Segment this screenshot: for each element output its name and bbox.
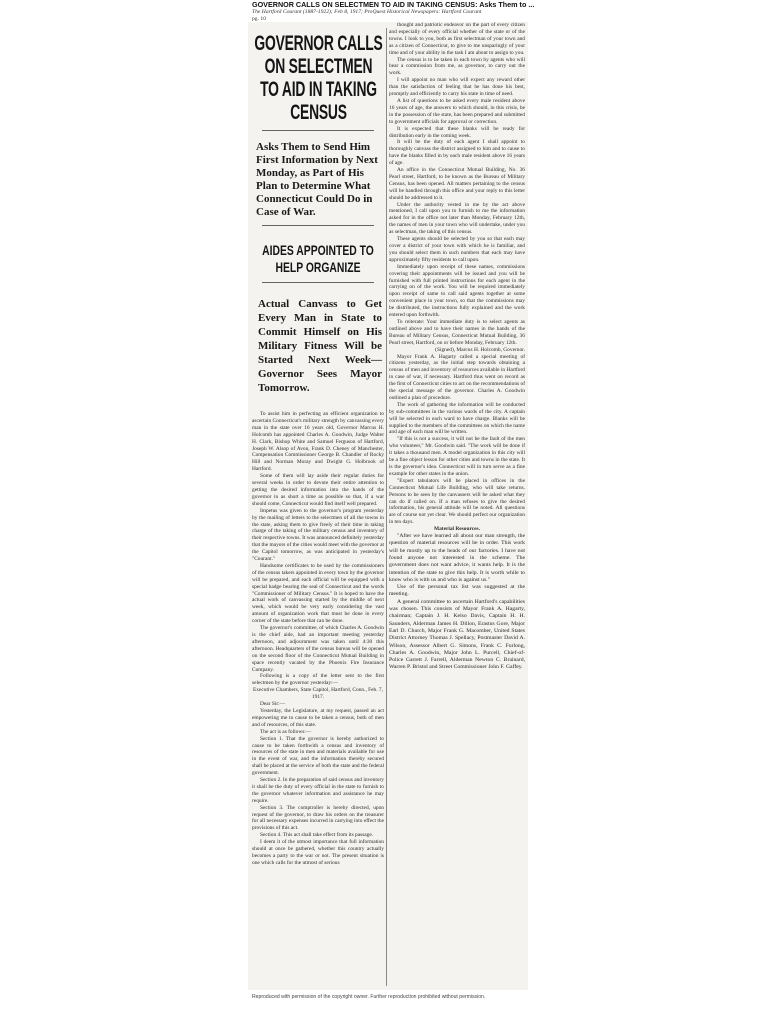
article-column-right <box>389 22 525 988</box>
article-deck: Asks Them to Send Him First Information by Next Monday, as Part of His Plan to Determine What Connecticut Could Do in Case of War. <box>256 141 378 218</box>
article-paragraph: I deem it of the utmost importance that full information should at once be gathered, whether this country actually becomes a party to the war or not. The present situation is one which calls for the utmost of serious <box>252 839 384 866</box>
article-paragraph: The act is as follows:— <box>260 728 312 735</box>
article-paragraph: The census is to be taken in each town by agents who will bear a commission from me, as governor, to carry out the work. <box>389 56 525 77</box>
article-paragraph: "Expert tabulators will be placed in offices in the Connecticut Mutual Life Building, who will take returns. Persons to be seen by the canvassers will be asked what they can do if called on. If a man refuses to give the desired information, his general attitude will be noted. All questions are of course not yet clear. We should perfect our organization in ten days. <box>389 477 525 526</box>
article-paragraph: Material Resources. <box>433 526 480 533</box>
article-paragraph: Handsome certificates to be used by the commissioners of the census takers appointed in every town by the governor will be prepared, and each official will be equipped with a special badge bearing the seal of Connecticut and the words "Commissioner of Military Census." It is hoped to have the actual work of canvassing started by the middle of next week, which would be very early considering the vast amount of organization work that must be done in every corner of the state before that can be done. <box>252 562 384 625</box>
article-paragraph: Impetus was given to the governor's program yesterday by the mailing of letters to the selectmen of all the towns in the state, asking them to give freely of their time in taking charge of the taking of the military census and inventory of their respective towns. It was announced definitely yesterday that the mayors of the cities would meet with the governor at the Capitol tomorrow, as was anticipated in yesterday's "Courant." <box>252 507 384 563</box>
article-paragraph: To assist him in perfecting an efficient organization to ascertain Connecticut's military strength by canvassing every man in the state over 16 years old, Governor Marcus H. Holcomb has appointed Charles A. Goodwin, Judge Walter H. Clark, Bishop White and Samuel Ferguson of Hartford, Joseph W. Alsop of Avon, Frank D. Cheney of Manchester, Compensation Commissioner George B. Chandler of Rocky Hill and Norman Moray and Dwight G. Holbrook of Hartford. <box>252 411 384 473</box>
article-body-right <box>389 22 525 672</box>
article-paragraph: Section 1. That the governor is hereby authorized to cause to be taken forthwith a census and inventory of resources of the state in men and materials available for use in the event of war, and the information thereby secured shall be placed at the service of both the state and the federal government. <box>252 735 384 777</box>
article-subhead: AIDES APPOINTED TO HELP ORGANIZE <box>262 242 374 275</box>
article-paragraph: The work of gathering the information will be conducted by sub-committees in the various wards of the city. A captain will be selected in each ward to have charge. Blanks will be supplied to the members of the committees on which the name and age of each man will be written. <box>389 401 525 436</box>
article-column-left <box>252 22 384 988</box>
article-paragraph: thought and patriotic endeavor on the part of every citizen and especially of every official whether of the state or of the towns. I look to you, both as first selectman of your town and as a citizen of Connecticut, to give to me unsparingly of your time and of your ability in the task I am about to assign to you. <box>389 22 525 56</box>
article-body-left <box>252 411 384 867</box>
page-number: pg. 10 <box>252 15 266 22</box>
article-paragraph: I will appoint no man who will expect any reward other than the satisfaction of feeling that he has done his best, promptly and efficiently to carry his state in time of need. <box>389 77 525 98</box>
subhead-divider <box>262 282 374 283</box>
article-paragraph: An office in the Connecticut Mutual Building, No. 36 Pearl street, Hartford, to be known as the Bureau of Military Census, has been opened. All matters pertaining to the census will be handled through this office and your reply to this letter should be addressed to it. <box>389 167 525 201</box>
article-paragraph: Yesterday, the Legislature, at my request, passed an act empowering me to cause to be taken a census, both of men and of resources, of this state. <box>252 707 384 728</box>
document-title: GOVERNOR CALLS ON SELECTMEN TO AID IN TAKING CENSUS: Asks Them to ... <box>252 0 535 9</box>
article-paragraph: Section 4. This act shall take effect from its passage. <box>260 832 374 839</box>
article-paragraph: A list of questions to be asked every male resident above 16 years of age, the answers to which should, in this crisis, be in the possession of the state, has been prepared and submitted to government officials for approval or correction. <box>389 97 525 125</box>
article-paragraph: Executive Chambers, State Capitol, Hartford, Conn., Feb. 7, 1917. <box>253 687 383 701</box>
article-paragraph: (Signed), Marcus H. Holcomb, Governor. <box>435 346 525 353</box>
article-paragraph: "After we have learned all about our man strength, the question of material resources will be in order. This work will be mostly up to the heads of our factories. I have not found anyone not interested in the scheme. The government does not want advice, it wants help. It is the intention of the state to give this help. It is worth while to know who is with us and who is against us." <box>389 533 525 583</box>
article-paragraph: Section 2. In the preparation of said census and inventory it shall be the duty of every official in the state to furnish to the governor whatever information and assistance he may require. <box>252 777 384 804</box>
article-paragraph: Immediately upon receipt of these names, commissions covering their appointments will be issued and you will be furnished with full printed instructions for each agent in the carrying on of the work. You will be required immediately upon receipt of same to call said agents together at some convenient place in your town, so that the commissions may be distributed, the instructions fully explained and the work entered upon forthwith. <box>389 263 525 319</box>
article-paragraph: These agents should be selected by you so that each may cover a district of your town with which he is familiar, and you should select them in such numbers that each may have approximately fifty residents to call upon. <box>389 236 525 263</box>
headline-divider <box>262 130 374 131</box>
article-paragraph: A general committee to ascertain Hartford's capabilities was chosen. This consists of Mayor Frank A. Hagarty, chairman; Captain J. H. Kelso Davis, Captain H. H. Saunders, Alderman James H. Dillon, Erastus Gore, Major Earl D. Church, Major Frank G. Macomber, United States District Attorney Thomas J. Spellacy, Postmaster David A. Wilson, Assessor Albert G. Simons, Frank C. Furlong, Charles A. Goodwin, Major John L. Purcell, Chief-of-Police Garrett J. Farrell, Alderman Newton C. Brainard, Warren P. Bristol and Street Commissioner John F. Gaffey. <box>389 598 525 671</box>
article-paragraph: It is expected that these blanks will be ready for distribution early in the coming week. <box>389 125 525 139</box>
article-paragraph: Section 3. The comptroller is hereby directed, upon request of the governor, to draw his orders on the treasurer for all necessary expenses incurred in carrying into effect the provisions of this act. <box>252 804 384 832</box>
article-paragraph: Under the authority vested in me by the act above mentioned, I call upon you to furnish to me the information asked for in the office not later than Monday, February 12th, the names of men in your town who will undertake, under you as selectman, the taking of this census. <box>389 201 525 236</box>
article-paragraph: Following is a copy of the letter sent to the first selectmen by the governor yesterday:— <box>252 673 384 687</box>
article-paragraph: Some of them will lay aside their regular duties for several weeks in order to devote their entire attention to getting the desired information into the hands of the governor in as short a time as possible so that, if a war should come, Connecticut would find itself well prepared. <box>252 473 384 507</box>
copyright-footer: Reproduced with permission of the copyright owner. Further reproduction prohibited without permission. <box>252 994 486 1000</box>
article-paragraph: The governor's committee, of which Charles A. Goodwin is the chief aide, had an important meeting yesterday afternoon, and adjournment was taken until 4:30 this afternoon. Headquarters of the census bureau will be opened on the second floor of the Connecticut Mutual Building in space recently vacated by the Phoenix Fire Insurance Company. <box>252 625 384 673</box>
article-paragraph: "If this is not a success, it will not be the fault of the men who volunteer," Mr. Goodwin said. "The work will be done if it takes a thousand men. A model organization in this city will be a fine object lesson for other cities and towns in the state. It is the governor's idea. Connecticut will in turn serve as a fine example for other states in the union. <box>389 436 525 477</box>
deck-divider <box>262 225 374 226</box>
document-header <box>252 1 772 22</box>
article-paragraph: Use of the personal tax list was suggested at the meeting. <box>389 584 525 598</box>
article-paragraph: Dear Sir:— <box>260 701 286 708</box>
article-secondary-deck: Actual Canvass to Get Every Man in State to Commit Himself on His Military Fitness Will be Started Next Week—Governor Sees Mayor Tomorrow. <box>258 298 382 394</box>
article-headline: GOVERNOR CALLS ON SELECTMEN TO AID IN TAKING CENSUS <box>254 32 383 124</box>
document-source: The Hartford Courant (1887-1922); Feb 8, 1917; ProQuest Historical Newspapers: Hartford Courant <box>252 9 482 16</box>
article-paragraph: It will be the duty of each agent I shall appoint to thoroughly canvass the district assigned to him and to cause to have the blanks filled in by each male resident above 16 years of age. <box>389 139 525 167</box>
article-paragraph: Mayor Frank A. Hagarty called a special meeting of citizens yesterday, as the initial step towards obtaining a census of men and inventory of resources available in Hartford in case of war, if necessary. Hartford thus went on record as the first of Connecticut cities to act on the recommendations of the special message of the governor. Charles A. Goodwin outlined a plan of procedure. <box>389 353 525 401</box>
column-rule <box>386 28 387 986</box>
article-paragraph: To reiterate: Your immediate duty is to select agents as outlined above and to have their names in the hands of the Bureau of Military Census, Connecticut Mutual Building, 36 Pearl street, Hartford, on or before Monday, February 12th. <box>389 318 525 346</box>
